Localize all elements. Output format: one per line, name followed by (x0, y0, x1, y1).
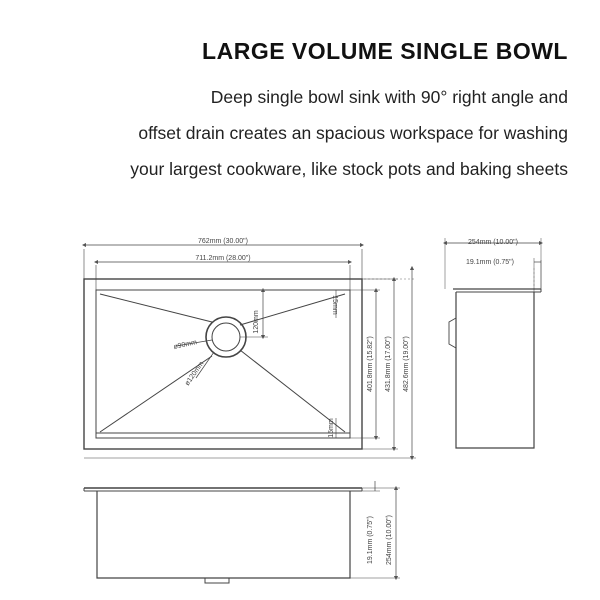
dim-drain-diameter: ø90mm (172, 339, 198, 351)
description-line-1: Deep single bowl sink with 90° right angle and (210, 87, 568, 107)
front-view-drain (205, 578, 229, 583)
front-view-body (97, 491, 350, 578)
dim-inner-depth: 401.8mm (15.82") (367, 336, 374, 392)
dim-side-width: 254mm (10.00") (468, 239, 518, 246)
dim-side-flange: 19.1mm (0.75") (466, 259, 515, 266)
slope-line-top-left (100, 294, 212, 322)
description-line-3: your largest cookware, like stock pots and baking sheets (130, 159, 568, 179)
dim-front-flange: 19.1mm (0.75") (367, 515, 374, 565)
dim-top-inner-width: 711.2mm (28.00") (195, 255, 251, 262)
dim-corner-offset-top: 15mm (331, 295, 338, 315)
dim-front-height: 254mm (10.00") (386, 515, 393, 565)
side-view-body (456, 292, 534, 448)
dim-mid-depth: 431.8mm (17.00") (385, 336, 392, 392)
section-title: LARGE VOLUME SINGLE BOWL (202, 38, 568, 64)
top-view-inner-bowl (96, 290, 350, 438)
drain-inner-circle (212, 323, 240, 351)
dim-outer-depth: 482.6mm (19.00") (403, 336, 410, 392)
dim-top-outer-width: 762mm (30.00") (198, 238, 248, 245)
dim-corner-offset-bottom: 15mm (328, 418, 335, 438)
dim-drain-offset-diameter: ø120mm (183, 360, 206, 388)
description-line-2: offset drain creates an spacious workspace for washing (138, 123, 568, 143)
top-view-outer-rim (84, 279, 362, 449)
front-view (84, 481, 400, 583)
dim-drain-offset: 120mm (253, 310, 260, 334)
side-view (445, 238, 541, 448)
